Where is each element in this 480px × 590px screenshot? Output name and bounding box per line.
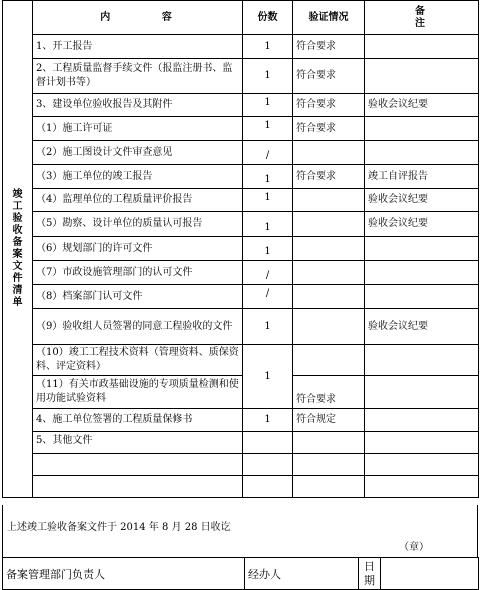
table-row: （8）档案部门认可文件 / (3, 285, 479, 309)
table-row: 1、开工报告 1 符合要求 (3, 35, 479, 59)
table-row: （1）施工许可证 1 符合要求 (3, 117, 479, 141)
table-row: 2、工程质量监督手续文件（报监注册书、监督计划书等） 1 符合要求 (3, 59, 479, 94)
sidebar-title: 竣 工 验 收 备 案 文 件 清 单 (3, 1, 33, 498)
table-row: （11）有关市政基础设施的专项质量检测和使用功能试验资料 符合要求 (3, 376, 479, 409)
receipt-section (2, 505, 478, 558)
table-row-empty (3, 476, 479, 498)
signature-table (2, 557, 479, 590)
handler-label: 经办人 (245, 558, 359, 590)
table-row: （7）市政设施管理部门的认可文件 / (3, 261, 479, 285)
date-label: 日期 (359, 558, 381, 590)
received-statement: 上述竣工验收备案文件于 2014 年 8 月 28 日收讫 (7, 522, 231, 533)
table-row: 5、其他文件 (3, 432, 479, 454)
date-field (381, 558, 479, 590)
header-content: 内 容 (33, 1, 243, 35)
header-remarks: 备 注 (365, 1, 479, 35)
merged-copies: 1 (243, 345, 293, 409)
seal-label: （章） (399, 542, 429, 553)
table-row: （9）验收组人员签署的同意工程验收的文件 1 验收会议纪要 (3, 309, 479, 345)
table-row: （4）监理单位的工程质量评价报告 1 验收会议纪要 (3, 189, 479, 212)
header-verify: 验证情况 (293, 1, 365, 35)
header-row (3, 1, 479, 35)
table-row: （6）规划部门的许可文件 1 (3, 237, 479, 261)
table-row: （2）施工图设计文件审查意见 / (3, 141, 479, 165)
table-row: （3）施工单位的竣工报告 1 符合要求 竣工自评报告 (3, 165, 479, 189)
table-row-empty (3, 454, 479, 476)
table-row: （10）竣工工程技术资料（管理资料、质保资料、评定资料） 1 (3, 345, 479, 376)
header-copies: 份数 (243, 1, 293, 35)
table-row: （5）勘察、设计单位的质量认可报告 1 验收会议纪要 (3, 212, 479, 237)
filing-checklist-table (2, 0, 479, 498)
dept-head-label: 备案管理部门负责人 (3, 558, 245, 590)
table-row: 3、建设单位验收报告及其附件 1 符合要求 验收会议纪要 (3, 94, 479, 117)
table-row: 4、施工单位签署的工程质量保修书 1 符合规定 (3, 409, 479, 432)
